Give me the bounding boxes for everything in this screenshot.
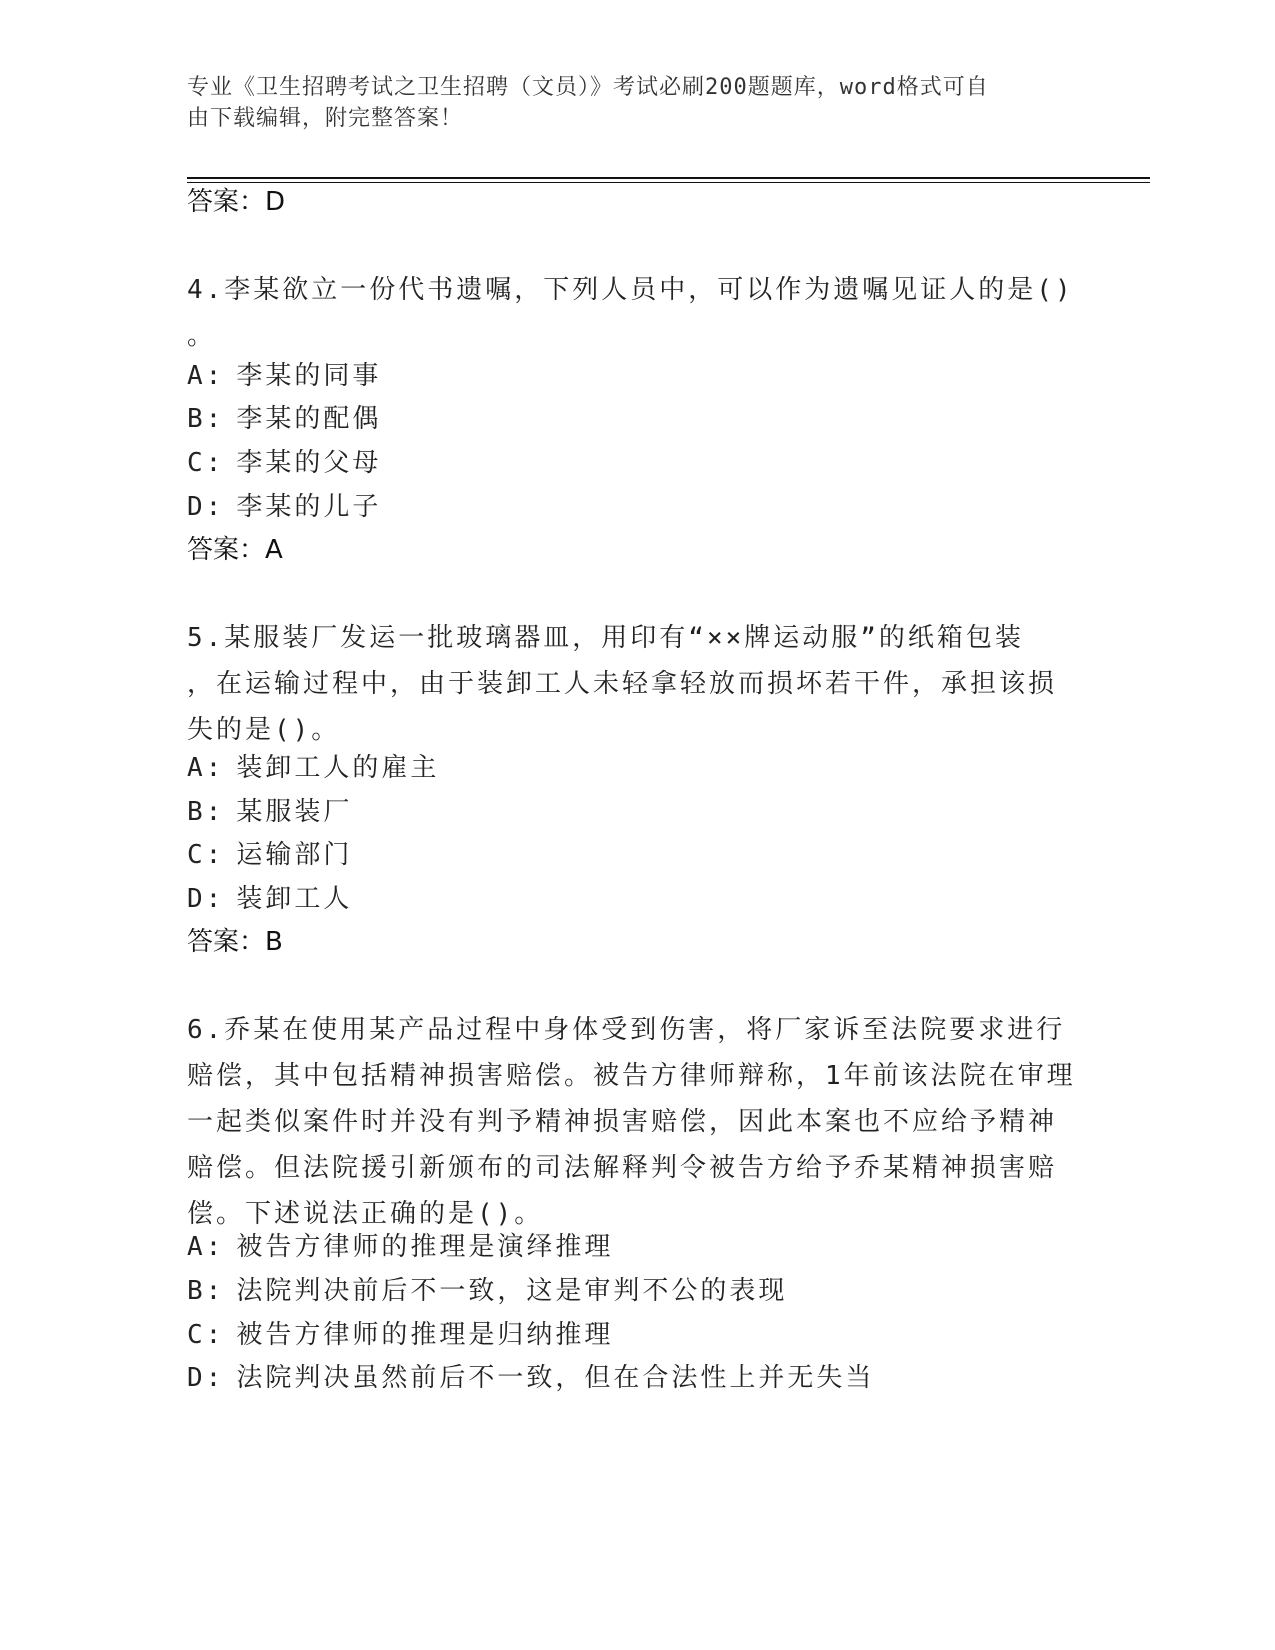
option-key: B:	[187, 404, 225, 434]
option-key: A:	[187, 361, 225, 391]
header-divider-thin	[187, 182, 1150, 183]
question-stem-line: 偿。下述说法正确的是()。	[187, 1199, 544, 1229]
option-text: 运输部门	[236, 840, 353, 870]
question-4-answer: 答案：A	[187, 535, 283, 565]
option-text: 李某的儿子	[236, 492, 382, 522]
question-4-option-b	[187, 402, 381, 436]
option-text: 李某的同事	[236, 361, 382, 391]
option-key: D:	[187, 492, 225, 522]
question-stem-line: 赔偿。但法院援引新颁布的司法解释判令被告方给予乔某精神损害赔	[187, 1153, 1058, 1183]
option-key: D:	[187, 884, 225, 914]
option-key: A:	[187, 753, 225, 783]
option-text: 装卸工人	[236, 884, 353, 914]
header-line-2: 由下载编辑，附完整答案！	[187, 106, 464, 131]
question-6-option-b	[187, 1274, 787, 1308]
question-4-option-a	[187, 359, 381, 393]
header-divider-thick	[187, 177, 1150, 179]
question-5-option-d	[187, 882, 352, 916]
option-key: C:	[187, 448, 225, 478]
question-5-option-a	[187, 751, 439, 785]
option-key: B:	[187, 797, 225, 827]
question-5-stem	[187, 615, 1087, 753]
option-text: 李某的配偶	[236, 404, 382, 434]
question-4-stem	[187, 267, 1087, 359]
question-6-stem	[187, 1007, 1087, 1237]
option-key: C:	[187, 840, 225, 870]
option-text: 被告方律师的推理是归纳推理	[236, 1320, 614, 1350]
question-4-option-c	[187, 446, 381, 480]
question-6-option-c	[187, 1318, 613, 1352]
document-header	[187, 72, 1067, 134]
question-5-option-b	[187, 795, 352, 829]
option-key: D:	[187, 1363, 225, 1393]
option-text: 被告方律师的推理是演绎推理	[236, 1232, 614, 1262]
option-key: A:	[187, 1232, 225, 1262]
option-text: 某服装厂	[236, 797, 353, 827]
question-5-option-c	[187, 838, 352, 872]
question-stem-line: 5.某服装厂发运一批玻璃器皿，用印有“××牌运动服”的纸箱包装	[187, 623, 1024, 653]
option-text: 法院判决虽然前后不一致，但在合法性上并无失当	[236, 1363, 875, 1393]
option-text: 装卸工人的雇主	[236, 753, 440, 783]
question-6-option-d	[187, 1361, 874, 1395]
question-stem-line: ，在运输过程中，由于装卸工人未轻拿轻放而损坏若干件，承担该损	[187, 669, 1058, 699]
question-6-option-a	[187, 1230, 613, 1264]
option-key: B:	[187, 1276, 225, 1306]
question-stem-line: 6.乔某在使用某产品过程中身体受到伤害，将厂家诉至法院要求进行	[187, 1015, 1066, 1045]
question-stem-line: 失的是()。	[187, 715, 341, 745]
question-stem-line: 一起类似案件时并没有判予精神损害赔偿，因此本案也不应给予精神	[187, 1107, 1058, 1137]
question-stem-line: 4.李某欲立一份代书遗嘱，下列人员中，可以作为遗嘱见证人的是()	[187, 275, 1074, 305]
question-stem-line: 赔偿，其中包括精神损害赔偿。被告方律师辩称，1年前该法院在审理	[187, 1061, 1076, 1091]
question-4-option-d	[187, 490, 381, 524]
header-line-1: 专业《卫生招聘考试之卫生招聘（文员）》考试必刷200题题库，word格式可自	[187, 75, 989, 100]
question-5-answer: 答案：B	[187, 927, 283, 957]
question-stem-line: 。	[187, 321, 217, 351]
option-key: C:	[187, 1320, 225, 1350]
answer-prev-question: 答案：D	[187, 187, 286, 217]
option-text: 法院判决前后不一致，这是审判不公的表现	[236, 1276, 788, 1306]
option-text: 李某的父母	[236, 448, 382, 478]
